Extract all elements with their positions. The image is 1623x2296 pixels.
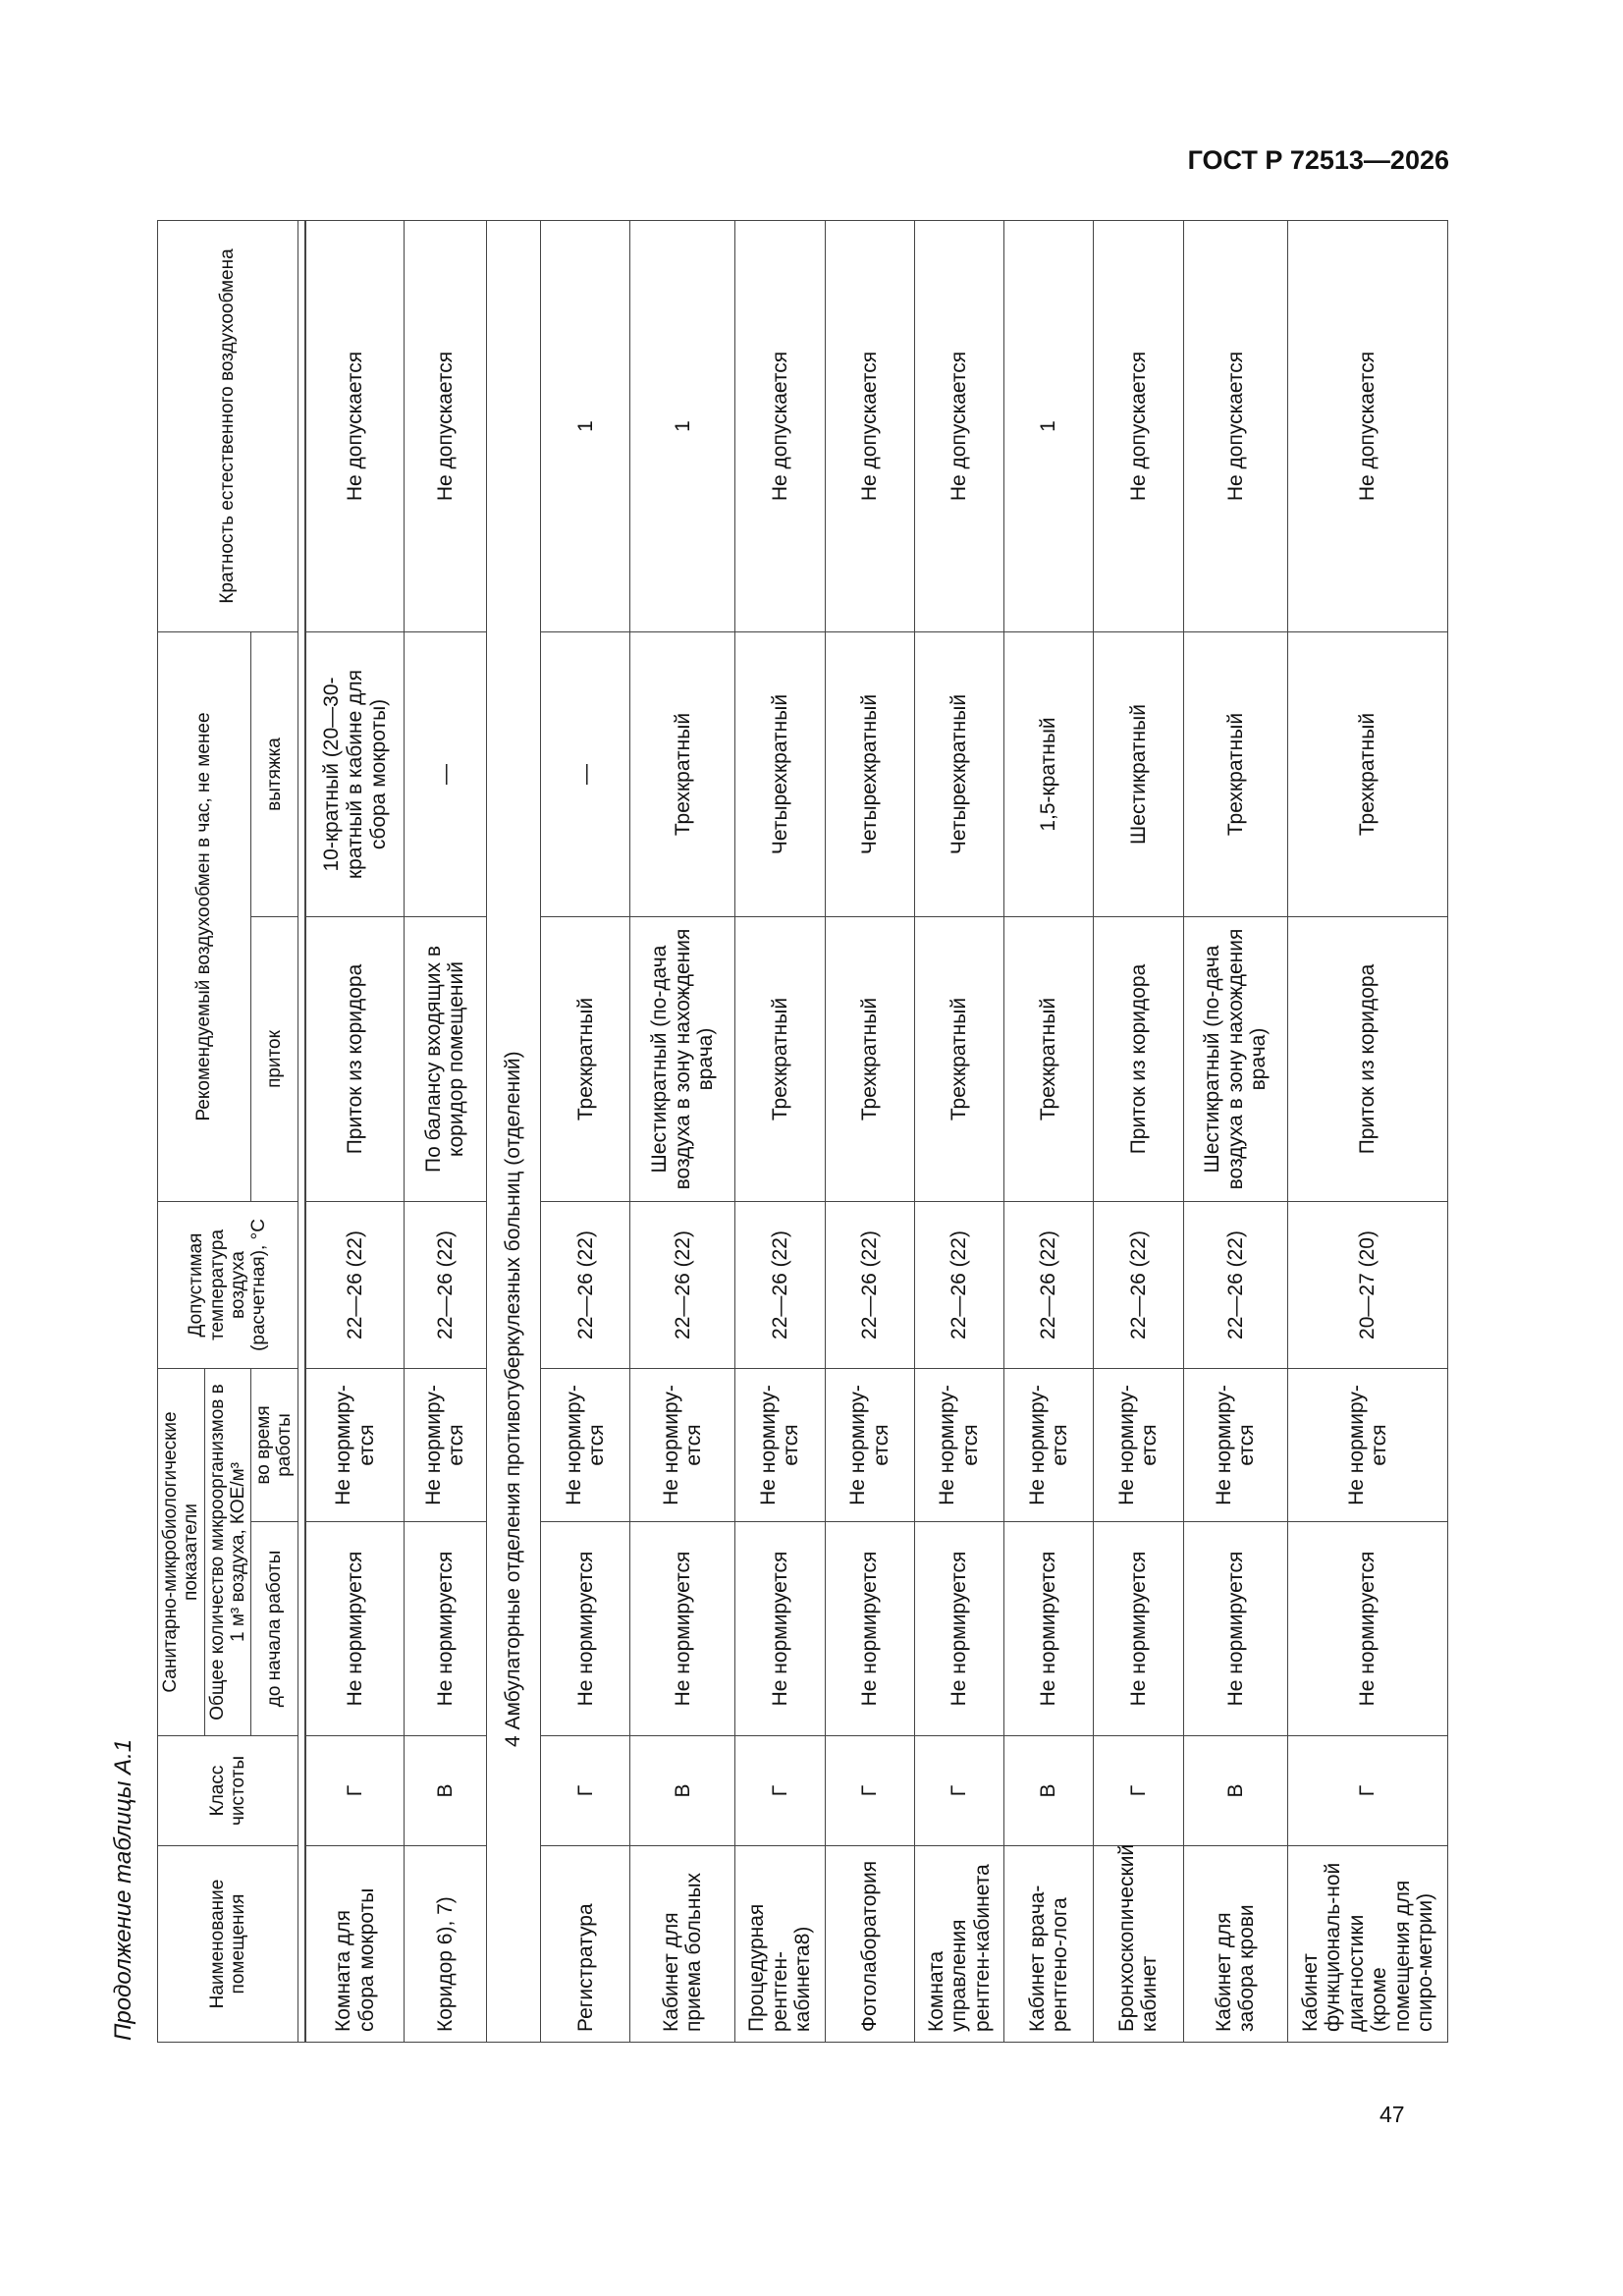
supply: Трехкратный: [914, 917, 1003, 1202]
temperature: 20—27 (20): [1288, 1202, 1448, 1369]
cleanliness-class: В: [405, 1736, 486, 1846]
page-number: 47: [1380, 2102, 1405, 2127]
temperature: 22—26 (22): [405, 1202, 486, 1369]
table-row: [1004, 221, 1094, 2043]
supply: Приток из коридора: [1288, 917, 1448, 1202]
microbes-before: Не нормируется: [1004, 1522, 1094, 1736]
microbes-during: Не нормиру-ется: [541, 1369, 630, 1522]
exhaust: —: [541, 632, 630, 917]
supply: Шестикратный (по-дача воздуха в зону нахождения врача): [1183, 917, 1288, 1202]
microbes-during: Не нормиру-ется: [630, 1369, 735, 1522]
temperature: 22—26 (22): [1004, 1202, 1094, 1369]
room-name: Кабинет врача-рентгено-лога: [1004, 1846, 1094, 2043]
room-name: Коридор 6), 7): [405, 1846, 486, 2043]
header-exhaust: вытяжка: [251, 632, 298, 917]
exhaust: 1,5-кратный: [1004, 632, 1094, 917]
room-name: Регистратура: [541, 1846, 630, 2043]
exhaust: Трехкратный: [1288, 632, 1448, 917]
microbes-before: Не нормируется: [1183, 1522, 1288, 1736]
cleanliness-class: В: [1183, 1736, 1288, 1846]
header-supply: приток: [251, 917, 298, 1202]
room-name: Комната для сбора мокроты: [305, 1846, 404, 2043]
microbes-before: Не нормируется: [630, 1522, 735, 1736]
rotated-table-wrapper: [157, 221, 1448, 2043]
temperature: 22—26 (22): [1094, 1202, 1183, 1369]
table-row: [1183, 221, 1288, 2043]
microbes-before: Не нормируется: [735, 1522, 825, 1736]
cleanliness-class: В: [630, 1736, 735, 1846]
temperature: 22—26 (22): [541, 1202, 630, 1369]
cleanliness-class: Г: [825, 1736, 914, 1846]
microbes-during: Не нормиру-ется: [1288, 1369, 1448, 1522]
natural-exchange: Не допускается: [914, 221, 1003, 632]
temperature: 22—26 (22): [825, 1202, 914, 1369]
natural-exchange: Не допускается: [1183, 221, 1288, 632]
natural-exchange: 1: [1004, 221, 1094, 632]
table-caption: Продолжение таблицы А.1: [110, 1738, 136, 2041]
microbes-before: Не нормируется: [405, 1522, 486, 1736]
cleanliness-class: Г: [1094, 1736, 1183, 1846]
natural-exchange: Не допускается: [1288, 221, 1448, 632]
exhaust: Трехкратный: [1183, 632, 1288, 917]
microbes-during: Не нормиру-ется: [914, 1369, 1003, 1522]
natural-exchange: Не допускается: [305, 221, 404, 632]
header-name: Наименование помещения: [158, 1846, 298, 2043]
room-name: Кабинет для забора крови: [1183, 1846, 1288, 2043]
natural-exchange: 1: [630, 221, 735, 632]
table-body: [298, 221, 1447, 2043]
exhaust: —: [405, 632, 486, 917]
microbes-during: Не нормиру-ется: [735, 1369, 825, 1522]
microbes-before: Не нормируется: [305, 1522, 404, 1736]
natural-exchange: Не допускается: [1094, 221, 1183, 632]
standard-number: ГОСТ Р 72513—2026: [1187, 145, 1449, 175]
header-natural: Кратность естественного воздухообмена: [158, 221, 298, 632]
section-row: [486, 221, 541, 2043]
section-title: 4 Амбулаторные отделения противотуберкулезных больниц (отделений): [486, 221, 541, 2043]
temperature: 22—26 (22): [305, 1202, 404, 1369]
cleanliness-class: Г: [1288, 1736, 1448, 1846]
table-header: [158, 221, 298, 2043]
microbes-during: Не нормиру-ется: [825, 1369, 914, 1522]
supply: По балансу входящих в коридор помещений: [405, 917, 486, 1202]
temperature: 22—26 (22): [1183, 1202, 1288, 1369]
temperature: 22—26 (22): [735, 1202, 825, 1369]
table-row: [1288, 221, 1448, 2043]
room-name: Фотолаборатория: [825, 1846, 914, 2043]
exhaust: Четырехкратный: [825, 632, 914, 917]
supply: Трехкратный: [735, 917, 825, 1202]
supply: Шестикратный (по-дача воздуха в зону нахождения врача): [630, 917, 735, 1202]
room-name: Кабинет функциональ-ной диагностики (кроме помещения для спиро-метрии): [1288, 1846, 1448, 2043]
table-row: [630, 221, 735, 2043]
table-row: [541, 221, 630, 2043]
natural-exchange: Не допускается: [735, 221, 825, 632]
microbes-before: Не нормируется: [914, 1522, 1003, 1736]
exhaust: Четырехкратный: [735, 632, 825, 917]
table-row: [914, 221, 1003, 2043]
natural-exchange: Не допускается: [405, 221, 486, 632]
room-name: Комната управления рентген-кабинета: [914, 1846, 1003, 2043]
header-before-work: до начала работы: [251, 1522, 298, 1736]
header-separator: [298, 221, 305, 2043]
supply: Приток из коридора: [305, 917, 404, 1202]
header-air-exchange: Рекомендуемый воздухообмен в час, не менее: [158, 632, 251, 1202]
table-row: [405, 221, 486, 2043]
microbes-before: Не нормируется: [541, 1522, 630, 1736]
header-microbes: Общее количество микроорганизмов в 1 м³ воздуха, КОЕ/м³: [204, 1369, 251, 1736]
header-class: Класс чистоты: [158, 1736, 298, 1846]
microbes-during: Не нормиру-ется: [1004, 1369, 1094, 1522]
exhaust: 10-кратный (20—30-кратный в кабине для сбора мокроты): [305, 632, 404, 917]
room-name: Бронхоскопический кабинет: [1094, 1846, 1183, 2043]
supply: Трехкратный: [825, 917, 914, 1202]
exhaust: Шестикратный: [1094, 632, 1183, 917]
cleanliness-class: Г: [914, 1736, 1003, 1846]
table-row: [735, 221, 825, 2043]
table-row: [1094, 221, 1183, 2043]
header-sanitary: Санитарно-микробиологические показатели: [158, 1369, 205, 1736]
cleanliness-class: Г: [735, 1736, 825, 1846]
cleanliness-class: Г: [541, 1736, 630, 1846]
temperature: 22—26 (22): [630, 1202, 735, 1369]
supply: Приток из коридора: [1094, 917, 1183, 1202]
microbes-during: Не нормиру-ется: [1183, 1369, 1288, 1522]
microbes-before: Не нормируется: [1094, 1522, 1183, 1736]
table-row: [825, 221, 914, 2043]
header-temperature: Допустимая температура воздуха (расчетная), °С: [158, 1202, 298, 1369]
microbes-during: Не нормиру-ется: [1094, 1369, 1183, 1522]
exhaust: Четырехкратный: [914, 632, 1003, 917]
room-name: Кабинет для приема больных: [630, 1846, 735, 2043]
supply: Трехкратный: [541, 917, 630, 1202]
exhaust: Трехкратный: [630, 632, 735, 917]
header-during-work: во время работы: [251, 1369, 298, 1522]
temperature: 22—26 (22): [914, 1202, 1003, 1369]
table-row: [305, 221, 404, 2043]
microbes-before: Не нормируется: [825, 1522, 914, 1736]
microbes-before: Не нормируется: [1288, 1522, 1448, 1736]
cleanliness-class: В: [1004, 1736, 1094, 1846]
natural-exchange: 1: [541, 221, 630, 632]
natural-exchange: Не допускается: [825, 221, 914, 632]
microbes-during: Не нормиру-ется: [305, 1369, 404, 1522]
ventilation-table: [157, 220, 1448, 2043]
cleanliness-class: Г: [305, 1736, 404, 1846]
microbes-during: Не нормиру-ется: [405, 1369, 486, 1522]
room-name: Процедурная рентген-кабинета8): [735, 1846, 825, 2043]
supply: Трехкратный: [1004, 917, 1094, 1202]
